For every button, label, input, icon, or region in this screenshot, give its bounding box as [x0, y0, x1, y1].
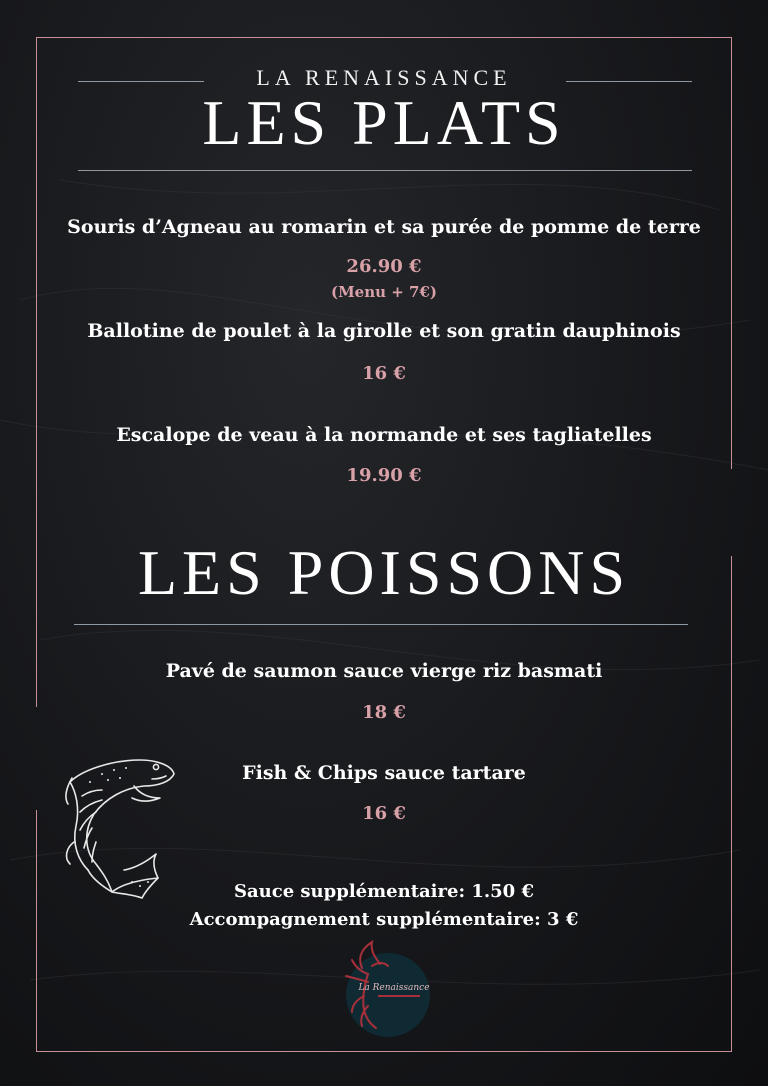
frame-bottom [36, 1051, 732, 1052]
dish-price: 26.90 € [346, 256, 422, 277]
restaurant-name: LA RENAISSANCE [256, 65, 512, 90]
poissons-divider [74, 624, 688, 625]
frame-top [36, 37, 732, 38]
fish-dish-name: Pavé de saumon sauce vierge riz basmati [165, 660, 603, 682]
dish-note: (Menu + 7€) [330, 283, 438, 301]
section-title-plats: LES PLATS [202, 87, 566, 158]
dish-name: Souris d’Agneau au romarin et sa purée de pomme de terre [67, 216, 701, 238]
extra-side: Accompagnement supplémentaire: 3 € [189, 909, 579, 930]
frame-left-lower [36, 810, 37, 1052]
fish-dish-price: 16 € [362, 803, 406, 824]
plats-divider [78, 170, 692, 171]
section-title-poissons: LES POISSONS [137, 537, 631, 608]
fish-dish-name: Fish & Chips sauce tartare [242, 762, 526, 784]
fish-dish-price: 18 € [362, 702, 406, 723]
dish-name: Ballotine de poulet à la girolle et son gratin dauphinois [87, 320, 681, 342]
extra-sauce: Sauce supplémentaire: 1.50 € [234, 881, 534, 902]
restaurant-logo [336, 940, 436, 1040]
fish-icon [62, 752, 180, 900]
dish-price: 16 € [362, 363, 406, 384]
dish-price: 19.90 € [346, 465, 422, 486]
dish-name: Escalope de veau à la normande et ses tagliatelles [116, 424, 652, 446]
logo-text: La Renaissance [358, 983, 430, 993]
